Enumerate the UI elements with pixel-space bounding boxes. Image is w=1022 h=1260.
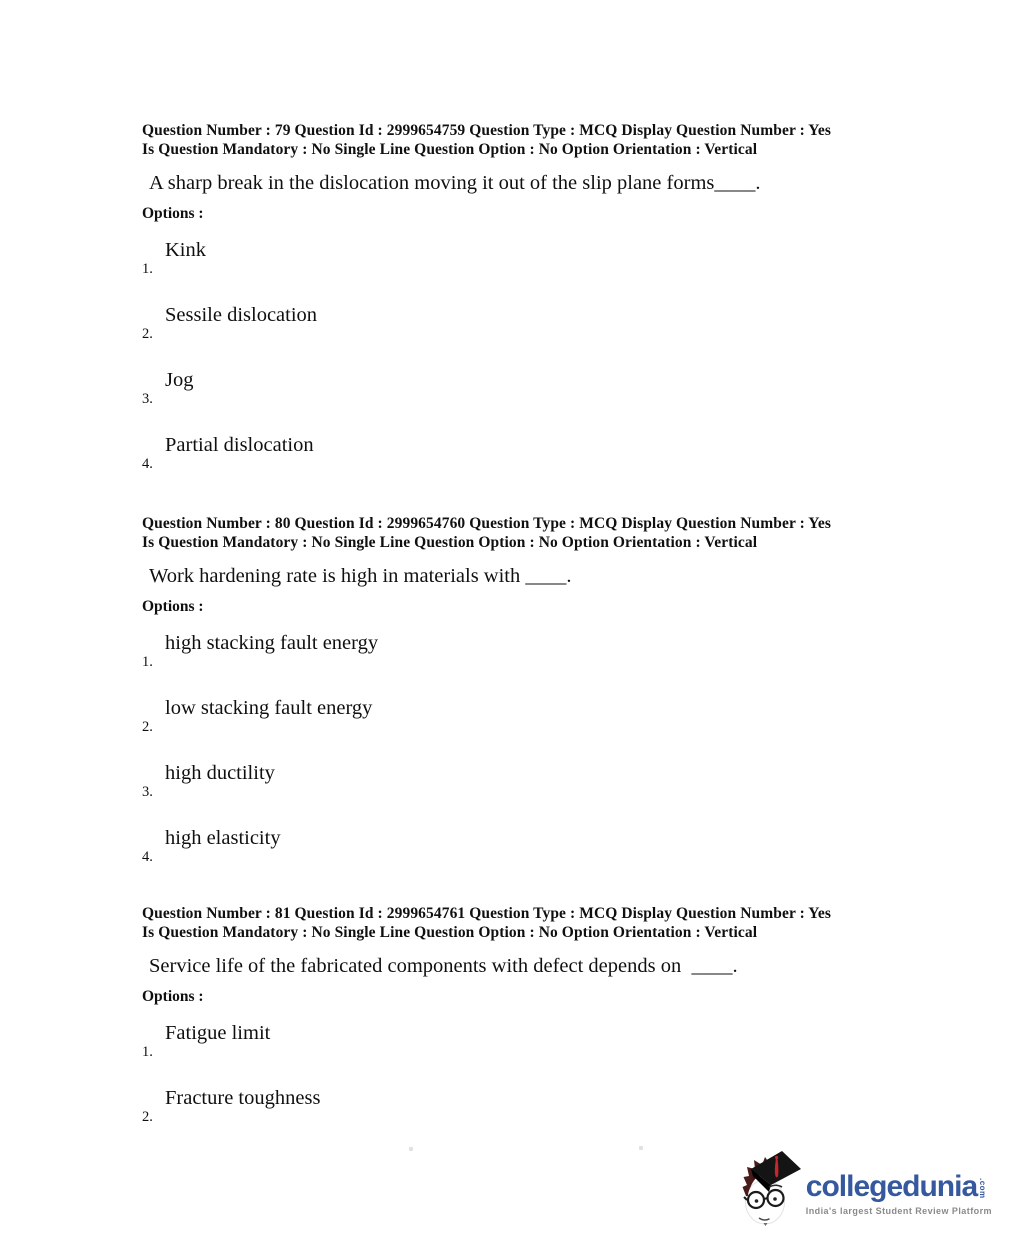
option-number: 1.: [142, 1044, 153, 1060]
option-number: 3.: [142, 391, 153, 407]
question-meta-line2: Is Question Mandatory : No Single Line Question Option : No Option Orientation : Vertical: [142, 534, 758, 551]
question-meta-line2: Is Question Mandatory : No Single Line Question Option : No Option Orientation : Vertical: [142, 924, 758, 941]
collegedunia-logo: [738, 1148, 992, 1239]
question-meta-line1: Question Number : 79 Question Id : 2999654759 Question Type : MCQ Display Question Number : Yes: [142, 122, 831, 139]
question-meta-line1: Question Number : 80 Question Id : 2999654760 Question Type : MCQ Display Question Number : Yes: [142, 515, 831, 532]
option-text: Fatigue limit: [165, 1022, 271, 1044]
option-text: high ductility: [165, 762, 275, 784]
options-list: [142, 1020, 917, 1125]
collegedunia-tagline: India's largest Student Review Platform: [805, 1206, 992, 1216]
option-row: [142, 432, 917, 472]
option-row: [142, 1085, 917, 1125]
options-label: Options :: [142, 598, 204, 615]
option-number: 2.: [142, 1109, 153, 1125]
question-meta-line2: Is Question Mandatory : No Single Line Question Option : No Option Orientation : Vertical: [142, 141, 758, 158]
option-row: [142, 630, 917, 670]
option-row: [142, 237, 917, 277]
option-number: 1.: [142, 654, 153, 670]
option-number: 4.: [142, 849, 153, 865]
option-text: high stacking fault energy: [165, 632, 379, 654]
collegedunia-dotcom-suffix: .com: [978, 1178, 988, 1199]
question-text: A sharp break in the dislocation moving it out of the slip plane forms____.: [149, 172, 761, 194]
question-block-81: [142, 904, 917, 1150]
option-number: 2.: [142, 326, 153, 342]
options-list: [142, 237, 917, 472]
options-label: Options :: [142, 988, 204, 1005]
option-text: Jog: [165, 369, 194, 391]
scan-artifact-dot: [409, 1147, 413, 1151]
option-text: high elasticity: [165, 827, 281, 849]
question-block-79: [142, 121, 917, 497]
collegedunia-mascot-icon: [738, 1148, 802, 1239]
option-text: Partial dislocation: [165, 434, 314, 456]
option-number: 2.: [142, 719, 153, 735]
question-block-80: [142, 514, 917, 890]
option-row: [142, 760, 917, 800]
option-number: 3.: [142, 784, 153, 800]
scan-artifact-dot: [639, 1146, 643, 1150]
option-number: 4.: [142, 456, 153, 472]
question-text: Work hardening rate is high in materials with ____.: [149, 565, 572, 587]
option-row: [142, 367, 917, 407]
option-row: [142, 695, 917, 735]
option-row: [142, 1020, 917, 1060]
option-text: Sessile dislocation: [165, 304, 318, 326]
option-text: Fracture toughness: [165, 1087, 321, 1109]
option-text: low stacking fault energy: [165, 697, 373, 719]
collegedunia-logo-text: [806, 1171, 992, 1216]
question-meta-line1: Question Number : 81 Question Id : 2999654761 Question Type : MCQ Display Question Number : Yes: [142, 905, 831, 922]
collegedunia-wordmark: collegedunia: [805, 1170, 978, 1203]
option-number: 1.: [142, 261, 153, 277]
options-list: [142, 630, 917, 865]
options-label: Options :: [142, 205, 204, 222]
question-text: Service life of the fabricated components with defect depends on ____.: [149, 955, 738, 977]
option-row: [142, 825, 917, 865]
option-text: Kink: [165, 239, 206, 261]
option-row: [142, 302, 917, 342]
